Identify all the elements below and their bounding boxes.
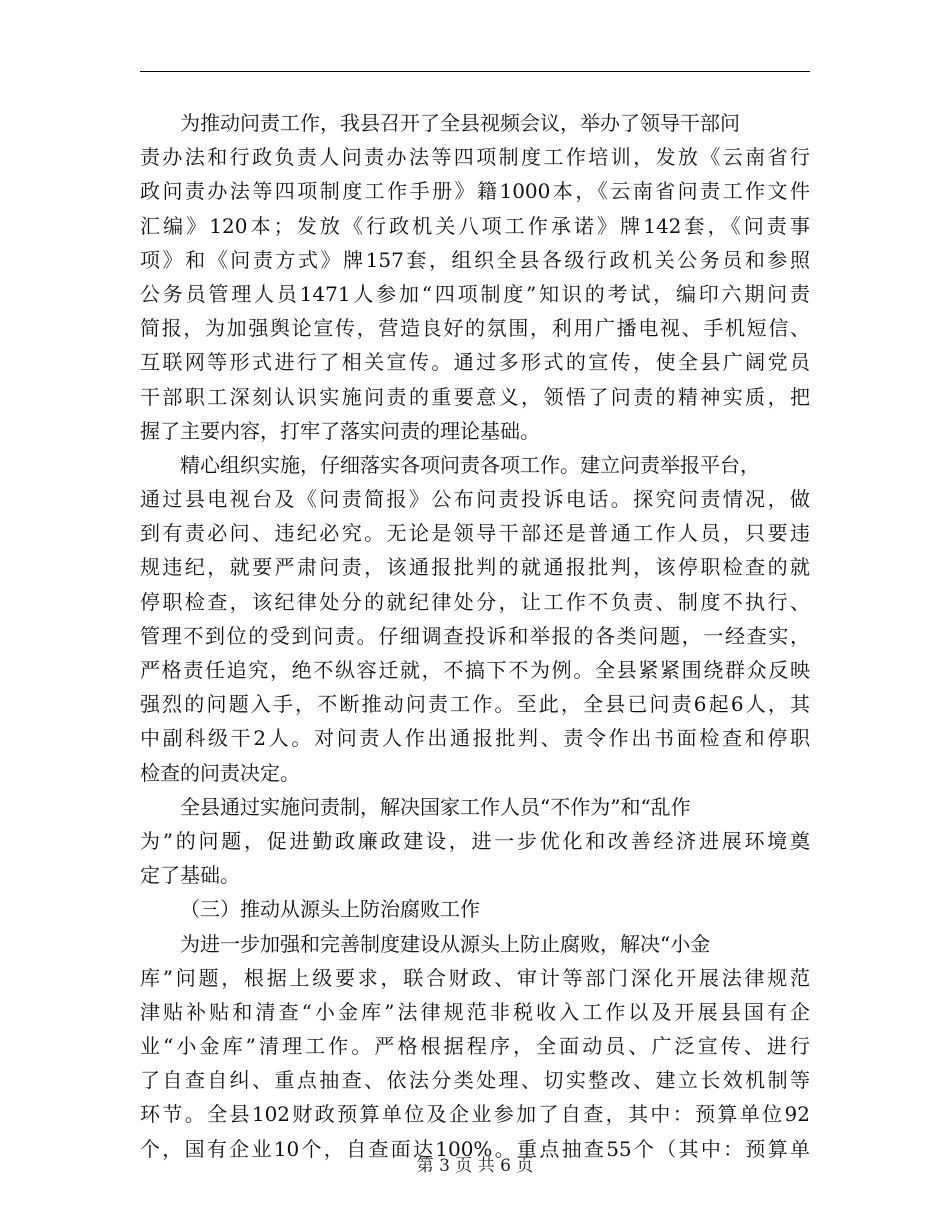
text-line: 项》和《问责方式》牌157套，组织全县各级行政机关公务员和参照 (140, 247, 810, 272)
section-heading: （三）推动从源头上防治腐败工作 (180, 897, 480, 922)
text-line: 汇编》120本；发放《行政机关八项工作承诺》牌142套，《问责事 (140, 213, 810, 238)
text-line: 互联网等形式进行了相关宣传。通过多形式的宣传，使全县广阔党员 (140, 350, 810, 375)
text-line: 个，国有企业10个，自查面达100%。重点抽查55个（其中：预算单 (140, 1136, 810, 1161)
text-line: 停职检查，该纪律处分的就纪律处分，让工作不负责、制度不执行、 (140, 589, 810, 614)
text-line: 中副科级干2人。对问责人作出通报批判、责令作出书面检查和停职 (140, 726, 810, 751)
text-line: 强烈的问题入手，不断推动问责工作。至此，全县已问责6起6人，其 (140, 692, 810, 717)
text-line: 简报，为加强舆论宣传，营造良好的氛围，利用广播电视、手机短信、 (140, 316, 810, 341)
text-line: 精心组织实施，仔细落实各项问责各项工作。建立问责举报平台， (180, 452, 760, 477)
text-line: 津贴补贴和清查“小金库”法律规范非税收入工作以及开展县国有企 (140, 999, 810, 1024)
text-line: 责办法和行政负责人问责办法等四项制度工作培训，发放《云南省行 (140, 145, 810, 170)
text-line: 了自查自纠、重点抽查、依法分类处理、切实整改、建立长效机制等 (140, 1068, 810, 1093)
text-line: 全县通过实施问责制，解决国家工作人员“不作为”和“乱作 (180, 794, 691, 819)
text-line: 公务员管理人员1471人参加“四项制度”知识的考试，编印六期问责 (140, 281, 810, 306)
text-line: 通过县电视台及《问责简报》公布问责投诉电话。探究问责情况，做 (140, 487, 810, 512)
text-line: 库”问题，根据上级要求，联合财政、审计等部门深化开展法律规范 (140, 965, 810, 990)
page-number: 第 3 页 共 6 页 (416, 1156, 534, 1176)
text-line: 业“小金库”清理工作。严格根据程序，全面动员、广泛宣传、进行 (140, 1034, 810, 1059)
text-line: 干部职工深刻认识实施问责的重要意义，领悟了问责的精神实质，把 (140, 384, 810, 409)
text-line: 为”的问题，促进勤政廉政建设，进一步优化和改善经济进展环境奠 (140, 828, 810, 853)
text-line: 环节。全县102财政预算单位及企业参加了自查，其中：预算单位92 (140, 1102, 810, 1127)
text-line: 为进一步加强和完善制度建设从源头上防止腐败，解决“小金 (180, 931, 711, 956)
text-line: 为推动问责工作，我县召开了全县视频会议，举办了领导干部问 (180, 111, 740, 135)
text-line: 规违纪，就要严肃问责，该通报批判的就通报批判，该停职检查的就 (140, 555, 810, 580)
text-line: 检查的问责决定。 (140, 760, 300, 785)
document-body (140, 106, 810, 1166)
text-line: 管理不到位的受到问责。仔细调查投诉和举报的各类问题，一经查实， (140, 623, 810, 648)
text-line: 定了基础。 (140, 863, 240, 888)
text-line: 政问责办法等四项制度工作手册》籍1000本，《云南省问责工作文件 (140, 179, 810, 204)
text-line: 到有责必问、违纪必究。无论是领导干部还是普通工作人员，只要违 (140, 521, 810, 546)
header-rule (140, 71, 810, 72)
text-line: 握了主要内容，打牢了落实问责的理论基础。 (140, 418, 540, 443)
text-line: 严格责任追究，绝不纵容迁就，不搞下不为例。全县紧紧围绕群众反映 (140, 658, 810, 682)
